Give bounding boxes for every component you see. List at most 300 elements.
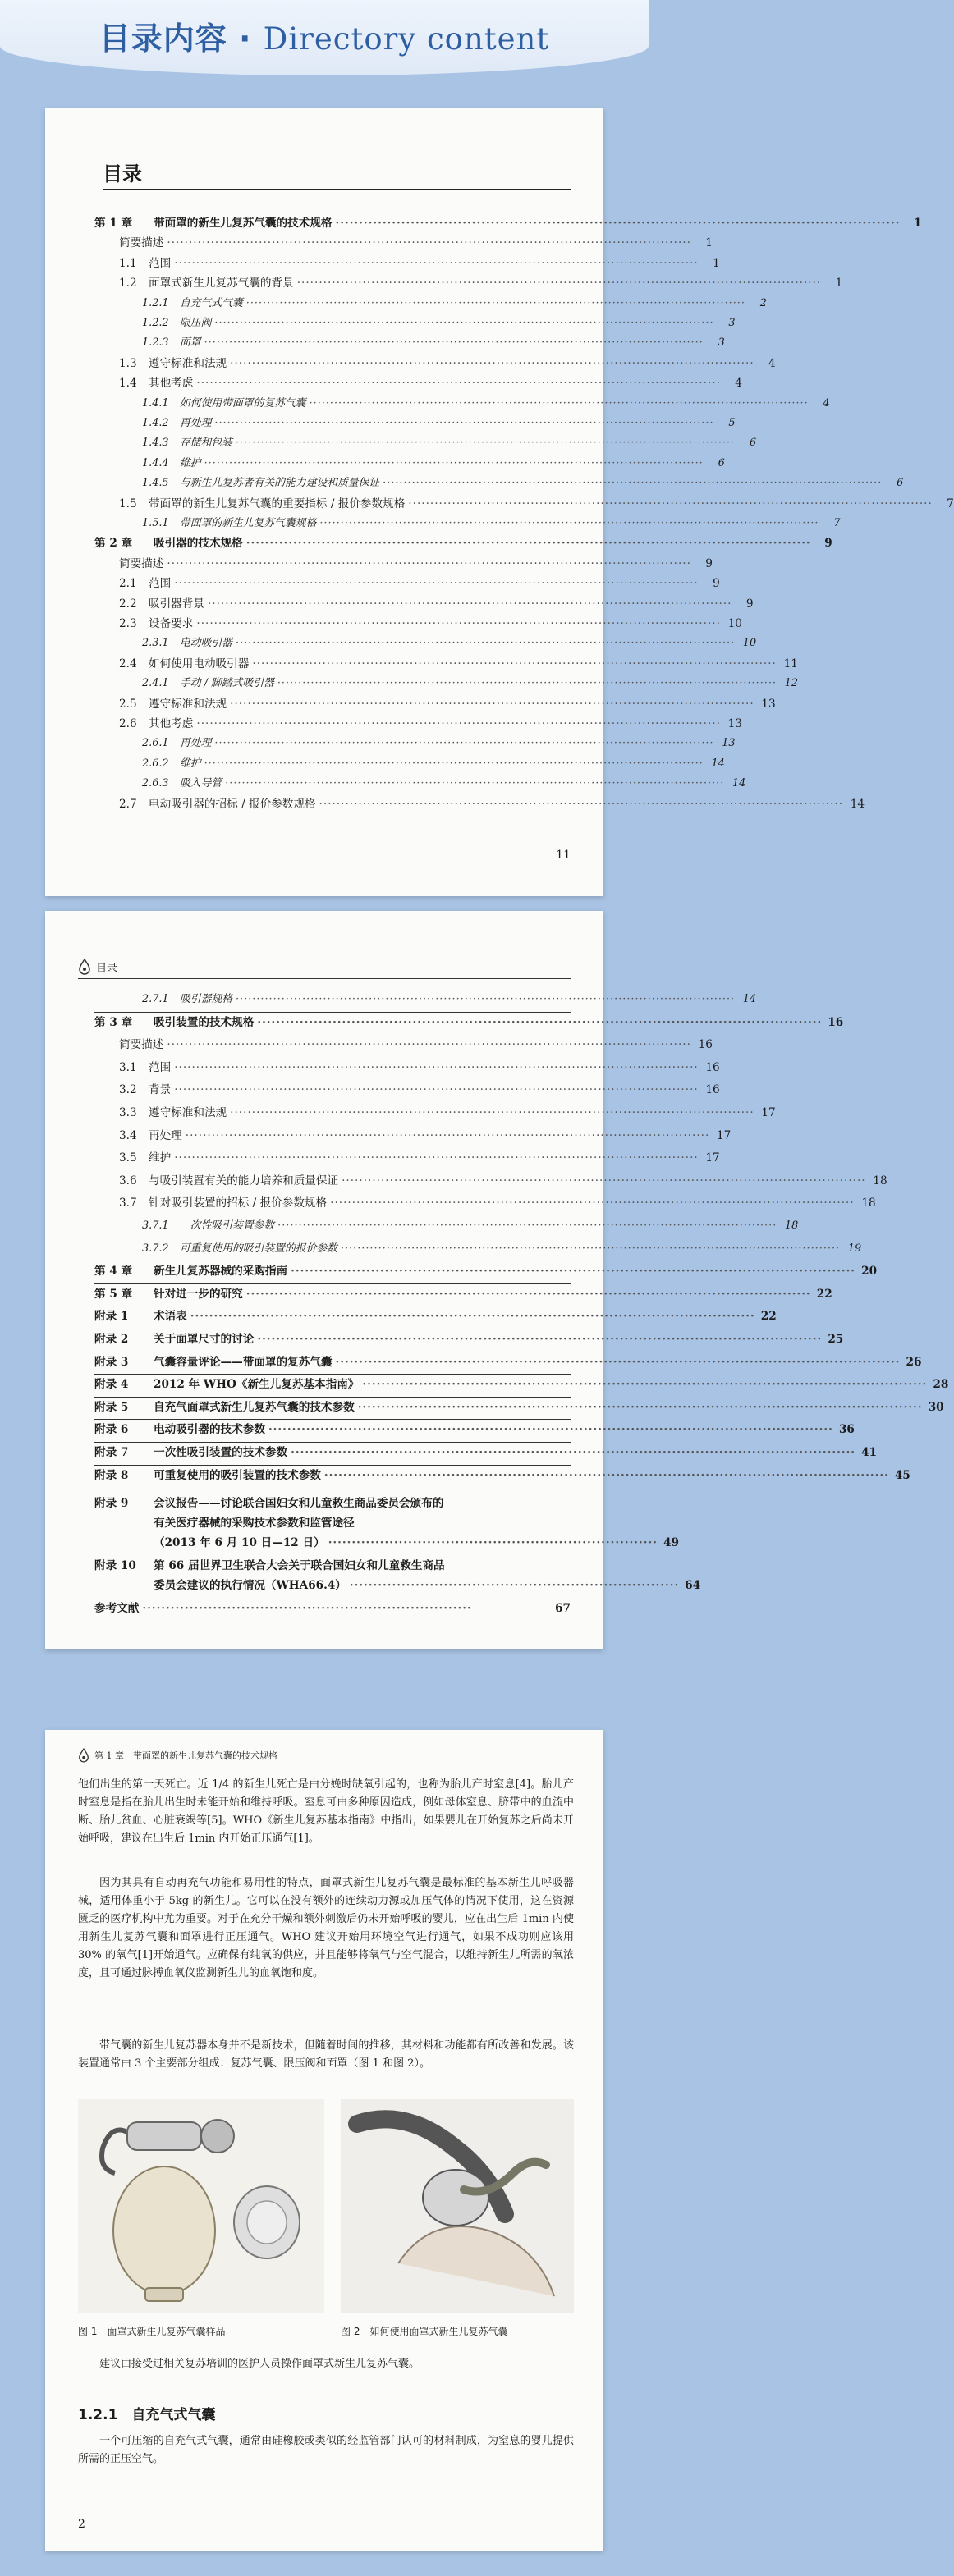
toc-entry-title: 其他考虑 bbox=[149, 377, 194, 391]
toc-leader-dots: ························································································································ bbox=[291, 1446, 856, 1459]
chapter-divider bbox=[94, 1465, 571, 1466]
toc-entry-page: 30 bbox=[928, 1400, 944, 1414]
toc-entry-page: 1 bbox=[913, 217, 922, 230]
toc-entry[interactable] bbox=[45, 273, 843, 293]
toc-leader-dots: ························································································································ bbox=[204, 757, 704, 770]
toc-entry-number: 1.2.1 bbox=[142, 296, 169, 309]
toc-entry-page: 16 bbox=[705, 1083, 720, 1097]
toc-entry-page: 49 bbox=[663, 1536, 679, 1549]
toc-entry-number: 3.3 bbox=[119, 1106, 137, 1119]
toc-entry-title: 可重复使用的吸引装置的技术参数 bbox=[154, 1468, 321, 1482]
toc-entry[interactable] bbox=[45, 333, 725, 353]
toc-entry-number: 2.2 bbox=[119, 597, 137, 611]
toc-entry-title: 背景 bbox=[149, 1083, 172, 1097]
bag-use-image bbox=[341, 2099, 574, 2313]
chapter-divider bbox=[94, 1012, 571, 1013]
header-rule bbox=[78, 978, 571, 979]
toc-entry-number: 附录 9 bbox=[94, 1497, 129, 1510]
toc-leader-dots: ························································································································ bbox=[174, 577, 699, 591]
toc-entry-number: 2.6.3 bbox=[142, 777, 169, 790]
toc-leader-dots: ························································································································ bbox=[235, 637, 736, 650]
body-paragraph-2: 因为其具有自动再充气功能和易用性的特点，面罩式新生儿复苏气囊是最标准的基本新生儿呼吸器械，适用体重小于 5kg 的新生儿。它可以在没有额外的连续动力源或加压气体的情况下使用，这在资源匮乏的医疗机构中尤为重要。对于在充分干燥和额外刺激后仍未开始呼吸的婴儿，应在出生后 1min 内使用新生儿复苏气囊和面罩进行正压通气。WHO 建议开始用环境空气进行通气，如果不成功则应该用 30% 的氧气[1]开始通气。应确保有纯氧的供应，并且能够将氧气与空气混合，以维持新生儿所需的氧浓度，且可通过脉搏血氧仪监测新生儿的血氧饱和度。 bbox=[78, 1877, 574, 1979]
toc-entry-number: 附录 2 bbox=[94, 1333, 129, 1346]
toc-leader-dots: ························································································································ bbox=[185, 1128, 710, 1142]
toc-entry-title: 针对吸引装置的招标 / 报价参数规格 bbox=[149, 1196, 328, 1210]
toc-leader-dots: ······································································ bbox=[142, 1602, 472, 1615]
toc-entry[interactable] bbox=[45, 454, 725, 474]
toc-entry[interactable] bbox=[45, 233, 713, 253]
toc-entry-number: 2.1 bbox=[119, 577, 137, 591]
toc-entry-title: 如何使用带面罩的复苏气囊 bbox=[180, 396, 306, 410]
toc-entry-title: 吸引器背景 bbox=[149, 597, 204, 611]
toc-entry-title: 有关医疗器械的采购技术参数和监管途径 bbox=[154, 1517, 355, 1530]
toc-entry[interactable] bbox=[45, 474, 904, 493]
toc-entry-title: 吸引装置的技术规格 bbox=[154, 1015, 255, 1029]
toc-entry-title: 面罩 bbox=[180, 336, 201, 350]
toc-entry-title: 再处理 bbox=[149, 1128, 182, 1142]
toc-entry-references[interactable] bbox=[45, 1599, 571, 1618]
toc-entry[interactable] bbox=[45, 674, 798, 693]
toc-entry[interactable] bbox=[45, 373, 742, 393]
toc-entry-number: 第 2 章 bbox=[94, 537, 133, 551]
toc-entry-title: 自充气式气囊 bbox=[180, 296, 243, 309]
toc-entry[interactable] bbox=[45, 634, 757, 653]
toc-leader-dots: ························································································································ bbox=[408, 496, 933, 510]
toc-leader-dots: ························································································································ bbox=[362, 1378, 928, 1392]
toc-leader-dots: ························································································································ bbox=[268, 1423, 833, 1437]
toc-entry[interactable] bbox=[45, 1352, 922, 1372]
toc-entry-title: 维护 bbox=[149, 1151, 172, 1165]
toc-entry-number: 附录 4 bbox=[94, 1378, 129, 1392]
page-header bbox=[78, 1748, 571, 1768]
toc-entry-page: 4 bbox=[735, 377, 742, 391]
toc-leader-dots: ························································································································ bbox=[335, 1355, 901, 1369]
toc-entry-page: 13 bbox=[761, 697, 776, 711]
toc-entry-appendix9-line3 bbox=[45, 1533, 679, 1553]
toc-entry-page: 10 bbox=[742, 637, 757, 650]
toc-entry-appendix10[interactable] bbox=[45, 1556, 603, 1576]
toc-entry-number: 第 3 章 bbox=[94, 1015, 133, 1029]
toc-entry-number: 附录 7 bbox=[94, 1446, 129, 1459]
toc-entry-page: 25 bbox=[828, 1333, 844, 1346]
toc-entry-number: 2.5 bbox=[119, 697, 137, 711]
toc-leader-dots: ························································································································ bbox=[167, 236, 691, 250]
toc-entry-title: 2012 年 WHO《新生儿复苏基本指南》 bbox=[154, 1378, 360, 1392]
page-number: 2 bbox=[78, 2518, 85, 2531]
toc-entry-number: 1.4.1 bbox=[142, 396, 169, 410]
toc-leader-dots: ························································································································ bbox=[214, 737, 714, 750]
toc-leader-dots: ························································································································ bbox=[196, 377, 721, 391]
toc-entry-page: 36 bbox=[838, 1423, 855, 1437]
toc-entry-page: 26 bbox=[906, 1355, 922, 1369]
toc-entry-title: 再处理 bbox=[180, 737, 212, 750]
toc-entry-page: 5 bbox=[728, 417, 736, 429]
toc-leader-dots: ························································································································ bbox=[245, 537, 811, 551]
toc-leader-dots: ························································································································ bbox=[207, 597, 732, 611]
toc-entry-page: 16 bbox=[828, 1015, 844, 1029]
toc-entry-page: 18 bbox=[861, 1196, 876, 1210]
toc-entry-page: 2 bbox=[759, 296, 767, 309]
toc-entry-page: 18 bbox=[785, 1219, 799, 1232]
toc-entry-number: 第 1 章 bbox=[94, 217, 133, 230]
toc-entry[interactable] bbox=[45, 1103, 776, 1123]
banner bbox=[0, 0, 649, 75]
body-page bbox=[45, 1730, 603, 2551]
toc-leader-dots: ························································································································ bbox=[174, 1060, 699, 1074]
toc-entry-number: 附录 1 bbox=[94, 1310, 129, 1324]
toc-entry[interactable] bbox=[45, 254, 720, 273]
toc-entry-page: 14 bbox=[711, 757, 725, 770]
toc-entry-page: 4 bbox=[823, 396, 830, 410]
toc-entry-number: 1.4 bbox=[119, 377, 137, 391]
toc-entry-page: 17 bbox=[717, 1128, 732, 1142]
toc-entry[interactable] bbox=[45, 394, 830, 414]
toc-entry-page: 11 bbox=[783, 657, 798, 670]
toc-leader-dots: ······································································ bbox=[328, 1536, 658, 1549]
toc-leader-dots: ························································································································ bbox=[252, 657, 777, 670]
toc-entry-title: 电动吸引器的招标 / 报价参数规格 bbox=[149, 797, 316, 811]
toc-entry-page: 64 bbox=[685, 1579, 701, 1592]
toc-entry-number: 1.4.2 bbox=[142, 417, 169, 429]
toc-entry-page: 4 bbox=[768, 356, 776, 370]
toc-entry-number: 1.2 bbox=[119, 277, 137, 291]
toc-entry-number: 3.7 bbox=[119, 1196, 137, 1210]
figure-2-caption: 图 2 如何使用面罩式新生儿复苏气囊 bbox=[341, 2326, 508, 2337]
toc-entry-page: 28 bbox=[933, 1378, 949, 1392]
toc-entry-title: 范围 bbox=[149, 577, 172, 591]
toc-leader-dots: ························································································································ bbox=[174, 256, 699, 270]
toc-entry-number: 第 4 章 bbox=[94, 1265, 133, 1279]
toc-leader-dots: ························································································································ bbox=[257, 1015, 823, 1029]
toc-entry-number: 1.2.3 bbox=[142, 336, 169, 350]
toc-leader-dots: ························································································································ bbox=[204, 456, 704, 469]
toc-entry[interactable] bbox=[45, 1171, 887, 1191]
toc-entry-page: 7 bbox=[833, 517, 841, 529]
toc-entry-number: 第 5 章 bbox=[94, 1287, 133, 1301]
toc-entry-number: 3.5 bbox=[119, 1151, 137, 1165]
toc-entry[interactable] bbox=[45, 1035, 713, 1055]
toc-entry-page: 14 bbox=[850, 797, 865, 811]
toc-entry-title: 带面罩的新生儿复苏气囊的技术规格 bbox=[154, 217, 333, 230]
toc-entry-title: 一次性吸引装置的技术参数 bbox=[154, 1446, 288, 1459]
toc-entry-title: 吸引器规格 bbox=[180, 993, 232, 1005]
banner-title bbox=[99, 13, 550, 58]
toc-leader-dots: ························································································································ bbox=[319, 517, 819, 529]
toc-entry-page: 10 bbox=[727, 617, 742, 630]
toc-entry-page: 16 bbox=[698, 1038, 713, 1052]
toc-entry-page: 17 bbox=[761, 1106, 776, 1119]
toc-entry-title: 手动 / 脚踏式吸引器 bbox=[180, 677, 274, 690]
banner-title-en: Directory content bbox=[263, 21, 550, 57]
toc-entry[interactable] bbox=[45, 574, 720, 593]
toc-entry-title: 维护 bbox=[180, 456, 201, 469]
body-paragraph-3: 带气囊的新生儿复苏器本身并不是新技术，但随着时间的推移，其材料和功能都有所改善和发展。该装置通常由 3 个主要部分组成：复苏气囊、限压阀和面罩（图 1 和图 2）。 bbox=[78, 2039, 574, 2070]
toc-entry-title: 遵守标准和法规 bbox=[149, 356, 227, 370]
page-header-text: 目录 bbox=[96, 962, 118, 975]
toc-entry-page: 7 bbox=[947, 496, 954, 510]
toc-entry[interactable] bbox=[45, 433, 757, 453]
toc-entry-appendix9-line2 bbox=[45, 1513, 603, 1533]
toc-entry[interactable] bbox=[45, 1466, 910, 1485]
chapter-divider bbox=[94, 1283, 571, 1284]
chapter-divider bbox=[94, 1397, 571, 1398]
toc-entry-number: 1.3 bbox=[119, 356, 137, 370]
banner-title-cn: 目录内容 bbox=[99, 21, 227, 57]
toc-entry-number: 2.3 bbox=[119, 617, 137, 630]
toc-entry-page: 45 bbox=[894, 1468, 910, 1482]
toc-entry[interactable] bbox=[45, 754, 725, 774]
toc-entry-title: 参考文献 bbox=[94, 1602, 140, 1615]
figure-1-resuscitator-bag bbox=[78, 2099, 324, 2313]
page-number: 11 bbox=[556, 849, 571, 862]
toc-entry-number: 2.4 bbox=[119, 657, 137, 670]
toc-entry-page: 41 bbox=[861, 1446, 878, 1459]
toc-entry-number: 附录 8 bbox=[94, 1468, 129, 1482]
toc-heading-rule bbox=[103, 189, 571, 190]
toc-entry-appendix9[interactable] bbox=[45, 1494, 603, 1513]
toc-leader-dots: ························································································································ bbox=[309, 396, 809, 410]
toc-leader-dots: ························································································································ bbox=[225, 777, 725, 790]
page-header bbox=[78, 959, 117, 975]
toc-heading: 目录 bbox=[103, 162, 142, 185]
toc-leader-dots: ························································································································ bbox=[230, 697, 754, 711]
toc-entry[interactable] bbox=[45, 1329, 844, 1349]
toc-page-1 bbox=[45, 108, 954, 896]
toc-entry-title: 带面罩的新生儿复苏气囊的重要指标 / 报价参数规格 bbox=[149, 496, 406, 510]
toc-leader-dots: ························································································································ bbox=[277, 677, 777, 690]
toc-leader-dots: ························································································································ bbox=[335, 217, 901, 230]
toc-entry[interactable] bbox=[45, 313, 736, 333]
toc-entry-title: 其他考虑 bbox=[149, 717, 194, 730]
toc-entry-page: 1 bbox=[713, 256, 720, 270]
toc-leader-dots: ························································································································ bbox=[277, 1219, 777, 1232]
toc-entry-title: 会议报告——讨论联合国妇女和儿童救生商品委员会颁布的 bbox=[154, 1497, 444, 1510]
toc-entry-number: 3.6 bbox=[119, 1174, 137, 1187]
toc-entry[interactable] bbox=[45, 1013, 844, 1032]
toc-leader-dots: ························································································································ bbox=[291, 1265, 856, 1279]
toc-entry[interactable] bbox=[45, 533, 832, 553]
toc-entry-number: 附录 5 bbox=[94, 1400, 129, 1414]
toc-leader-dots: ························································································································ bbox=[230, 356, 754, 370]
toc-entry-title: 新生儿复苏器械的采购指南 bbox=[154, 1265, 288, 1279]
toc-entry-page: 9 bbox=[713, 577, 720, 591]
toc-entry[interactable] bbox=[45, 654, 798, 674]
toc-leader-dots: ························································································································ bbox=[196, 617, 721, 630]
toc-entry-number: 2.3.1 bbox=[142, 637, 169, 650]
toc-entry-title: 简要描述 bbox=[119, 236, 164, 250]
resuscitator-bag-image bbox=[78, 2099, 324, 2313]
toc-leader-dots: ························································································································ bbox=[245, 1287, 811, 1301]
toc-leader-dots: ························································································································ bbox=[174, 1151, 699, 1165]
toc-entry-title: 遵守标准和法规 bbox=[149, 1106, 227, 1119]
toc-entry[interactable] bbox=[45, 694, 776, 714]
toc-entry-page: 12 bbox=[784, 677, 798, 690]
toc-page-2 bbox=[45, 911, 949, 1649]
toc-entry-page: 1 bbox=[705, 236, 713, 250]
toc-leader-dots: ························································································································ bbox=[174, 1083, 699, 1097]
toc-entry[interactable] bbox=[45, 1193, 876, 1213]
toc-entry-number: 3.4 bbox=[119, 1128, 137, 1142]
toc-entry-page: 6 bbox=[718, 456, 725, 469]
toc-entry-number: 1.4.3 bbox=[142, 437, 169, 450]
drop-logo-icon bbox=[78, 1748, 89, 1763]
toc-entry-title: 委员会建议的执行情况（WHA66.4） bbox=[154, 1579, 346, 1592]
toc-entry[interactable] bbox=[45, 734, 736, 753]
toc-entry-page: 3 bbox=[718, 336, 725, 350]
toc-entry-number: 3.1 bbox=[119, 1060, 137, 1074]
toc-entry-number: 1.4.4 bbox=[142, 456, 169, 469]
toc-entry-page: 6 bbox=[749, 437, 757, 450]
toc-entry[interactable] bbox=[45, 1375, 949, 1394]
toc-entry-title: 关于面罩尺寸的讨论 bbox=[154, 1333, 255, 1346]
toc-entry-number: 3.7.2 bbox=[142, 1242, 169, 1255]
toc-entry-page: 14 bbox=[742, 993, 757, 1005]
toc-entry-number: 1.5 bbox=[119, 496, 137, 510]
page-header-text: 第 1 章 带面罩的新生儿复苏气囊的技术规格 bbox=[94, 1750, 277, 1761]
chapter-divider bbox=[94, 1442, 571, 1443]
toc-entry-page: 22 bbox=[760, 1310, 777, 1324]
toc-entry[interactable] bbox=[45, 614, 742, 634]
toc-entry-title: 带面罩的新生儿复苏气囊规格 bbox=[180, 517, 317, 529]
toc-entry[interactable] bbox=[45, 213, 922, 233]
toc-entry[interactable] bbox=[45, 354, 776, 373]
toc-entry-number: 附录 3 bbox=[94, 1355, 129, 1369]
toc-leader-dots: ························································································································ bbox=[342, 1174, 866, 1187]
toc-entry[interactable] bbox=[45, 414, 736, 433]
toc-entry-appendix10-line2 bbox=[45, 1576, 701, 1595]
toc-entry-number: 2.6.2 bbox=[142, 757, 169, 770]
toc-entry[interactable] bbox=[45, 594, 754, 614]
toc-entry[interactable] bbox=[45, 1080, 720, 1100]
toc-entry-title: 如何使用电动吸引器 bbox=[149, 657, 250, 670]
toc-entry-page: 13 bbox=[722, 737, 736, 750]
toc-leader-dots: ························································································································ bbox=[323, 1468, 889, 1482]
toc-entry-number: 3.2 bbox=[119, 1083, 137, 1097]
toc-entry-title: 自充气面罩式新生儿复苏气囊的技术参数 bbox=[154, 1400, 355, 1414]
toc-entry[interactable] bbox=[45, 1148, 720, 1168]
toc-entry-number: 附录 6 bbox=[94, 1423, 129, 1437]
toc-entry-title: 第 66 届世界卫生联合大会关于联合国妇女和儿童救生商品 bbox=[154, 1559, 445, 1572]
toc-entry-number: 3.7.1 bbox=[142, 1219, 169, 1232]
toc-leader-dots: ························································································································ bbox=[214, 317, 714, 329]
figure-1-caption: 图 1 面罩式新生儿复苏气囊样品 bbox=[78, 2326, 226, 2337]
toc-entry[interactable] bbox=[45, 1398, 944, 1417]
toc-leader-dots: ························································································································ bbox=[330, 1196, 855, 1210]
toc-entry-page: 13 bbox=[727, 717, 742, 730]
toc-entry-title: 一次性吸引装置参数 bbox=[180, 1219, 275, 1232]
toc-entry-title: 术语表 bbox=[154, 1310, 187, 1324]
body-paragraph-4: 建议由接受过相关复苏培训的医护人员操作面罩式新生儿复苏气囊。 bbox=[99, 2358, 420, 2370]
toc-leader-dots: ························································································································ bbox=[230, 1106, 754, 1119]
toc-entry-number: 2.7 bbox=[119, 797, 137, 811]
toc-entry-title: 吸入导管 bbox=[180, 777, 222, 790]
toc-leader-dots: ························································································································ bbox=[383, 477, 883, 490]
toc-entry-page: 19 bbox=[847, 1242, 862, 1255]
toc-leader-dots: ························································································································ bbox=[296, 277, 822, 291]
toc-entry-page: 1 bbox=[835, 277, 843, 291]
toc-entry-page: 67 bbox=[555, 1602, 571, 1615]
toc-leader-dots: ························································································································ bbox=[204, 336, 704, 350]
toc-entry-title: 电动吸引器 bbox=[180, 637, 232, 650]
toc-leader-dots: ························································································································ bbox=[319, 797, 844, 811]
toc-entry[interactable] bbox=[45, 1261, 878, 1281]
toc-entry[interactable] bbox=[45, 294, 767, 313]
toc-entry-page: 20 bbox=[861, 1265, 878, 1279]
toc-leader-dots: ························································································································ bbox=[167, 556, 691, 570]
toc-entry-title: 设备要求 bbox=[149, 617, 194, 630]
section-heading: 1.2.1 自充气式气囊 bbox=[78, 2407, 216, 2423]
toc-entry-title: 气囊容量评论——带面罩的复苏气囊 bbox=[154, 1355, 333, 1369]
toc-entry-title: 简要描述 bbox=[119, 556, 164, 570]
toc-entry-number: 2.4.1 bbox=[142, 677, 169, 690]
toc-entry-title: 范围 bbox=[149, 256, 172, 270]
toc-entry-number: 1.2.2 bbox=[142, 317, 169, 329]
toc-leader-dots: ························································································································ bbox=[235, 437, 736, 450]
toc-entry[interactable] bbox=[45, 1216, 799, 1236]
toc-entry-title: 简要描述 bbox=[119, 1038, 164, 1052]
toc-entry[interactable] bbox=[45, 1443, 878, 1462]
toc-leader-dots: ························································································································ bbox=[196, 717, 721, 730]
body-paragraph-5: 一个可压缩的自充气式气囊，通常由硅橡胶或类似的经监管部门认可的材料制成，为窒息的婴儿提供所需的正压空气。 bbox=[78, 2435, 574, 2465]
toc-leader-dots: ························································································································ bbox=[357, 1400, 923, 1414]
toc-entry-title: 再处理 bbox=[180, 417, 212, 429]
toc-leader-dots: ························································································································ bbox=[340, 1242, 841, 1255]
chapter-divider bbox=[94, 1374, 571, 1375]
toc-leader-dots: ························································································································ bbox=[167, 1038, 691, 1052]
toc-entry[interactable] bbox=[45, 1239, 862, 1259]
toc-entry[interactable] bbox=[45, 1284, 832, 1304]
toc-entry-title: 吸引器的技术规格 bbox=[154, 537, 243, 551]
toc-entry-title: 可重复使用的吸引装置的报价参数 bbox=[180, 1242, 337, 1255]
toc-entry-title: 电动吸引器的技术参数 bbox=[154, 1423, 265, 1437]
toc-leader-dots: ························································································································ bbox=[235, 993, 736, 1005]
toc-entry-number: 2.7.1 bbox=[142, 993, 169, 1005]
toc-entry-page: 9 bbox=[705, 556, 713, 570]
toc-entry-title: 范围 bbox=[149, 1060, 172, 1074]
toc-entry-page: 22 bbox=[816, 1287, 832, 1301]
toc-entry-page: 9 bbox=[745, 597, 754, 611]
toc-entry-title: 存储和包装 bbox=[180, 437, 232, 450]
toc-entry-title: 与新生儿复苏者有关的能力建设和质量保证 bbox=[180, 477, 380, 490]
toc-entry[interactable] bbox=[45, 1420, 855, 1439]
toc-entry[interactable] bbox=[45, 774, 746, 794]
toc-entry-number: 1.1 bbox=[119, 256, 137, 270]
toc-entry-title: 面罩式新生儿复苏气囊的背景 bbox=[149, 277, 294, 291]
toc-entry-title: 与吸引装置有关的能力培养和质量保证 bbox=[149, 1174, 339, 1187]
toc-leader-dots: ························································································································ bbox=[190, 1310, 755, 1324]
toc-entry-title: 限压阀 bbox=[180, 317, 212, 329]
toc-entry[interactable] bbox=[45, 1306, 777, 1326]
toc-entry-title: 针对进一步的研究 bbox=[154, 1287, 243, 1301]
toc-entry-title: 维护 bbox=[180, 757, 201, 770]
toc-entry-page: 16 bbox=[705, 1060, 720, 1074]
toc-entry-page: 17 bbox=[705, 1151, 720, 1165]
toc-entry-page: 14 bbox=[732, 777, 746, 790]
drop-logo-icon bbox=[78, 959, 91, 975]
toc-entry[interactable] bbox=[45, 714, 742, 734]
toc-entry-number: 1.5.1 bbox=[142, 517, 169, 529]
toc-entry[interactable] bbox=[45, 554, 713, 574]
toc-entry[interactable] bbox=[45, 1058, 720, 1078]
toc-entry[interactable] bbox=[45, 514, 841, 533]
toc-entry[interactable] bbox=[45, 494, 954, 514]
toc-entry-number: 附录 10 bbox=[94, 1559, 136, 1572]
toc-entry[interactable] bbox=[45, 990, 757, 1009]
toc-entry[interactable] bbox=[45, 794, 865, 814]
toc-entry[interactable] bbox=[45, 1126, 732, 1146]
toc-entry-title: （2013 年 6 月 10 日—12 日） bbox=[154, 1536, 325, 1549]
toc-leader-dots: ························································································································ bbox=[245, 296, 745, 309]
